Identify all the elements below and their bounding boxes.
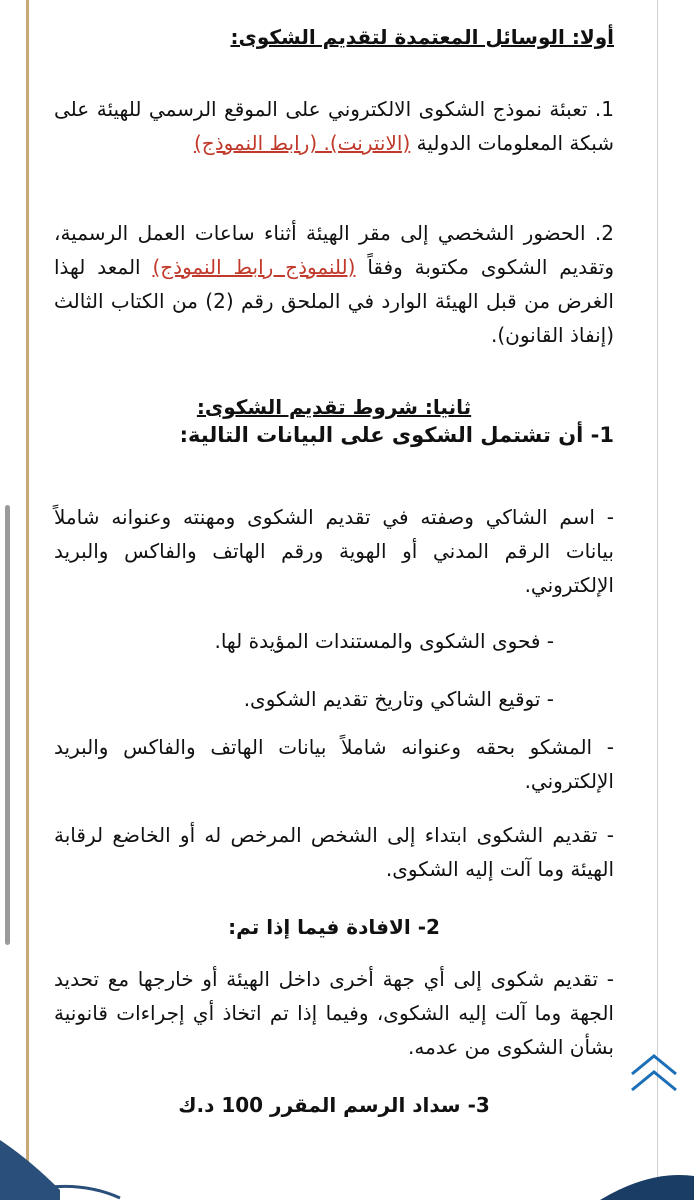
condition-1-item-4: - المشكو بحقه وعنوانه شاملاً بيانات الهاتف والفاكس والبريد الإلكتروني. [54,735,614,793]
condition-1-item-1: - اسم الشاكي وصفته في تقديم الشكوى ومهنته وعنوانه شاملاً بيانات الرقم المدني أو الهوية ورقم الهاتف والفاكس والبريد الإلكتروني. [54,505,614,597]
right-page-border [657,0,658,1200]
left-page-border [26,0,29,1200]
condition-1-item-2: - فحوى الشكوى والمستندات المؤيدة لها. [214,629,554,653]
footer-decoration [0,1120,694,1200]
method-1-number: 1. [594,97,614,121]
condition-3-title: 3- سداد الرسم المقرر 100 د.ك [178,1093,490,1117]
method-2-form-link[interactable]: (للنموذج رابط النموذج) [152,255,356,279]
condition-1-item-5: - تقديم الشكوى ابتداء إلى الشخص المرخص له أو الخاضع لرقابة الهيئة وما آلت إليه الشكوى. [54,823,614,881]
method-2-number: 2. [594,221,615,245]
document-body [34,0,614,1200]
method-2-text-after: المعد لهذا الغرض من قبل الهيئة الوارد في الملحق رقم (2) من الكتاب الثالث (إنفاذ القانون). [54,255,614,347]
heading-conditions: ثانيا: شروط تقديم الشكوى: [196,395,472,419]
double-chevron-up-icon[interactable] [624,1050,684,1100]
scrollbar[interactable] [5,505,10,945]
method-1 [54,92,614,160]
method-2 [54,216,614,352]
method-1-form-link[interactable]: (الانترنت). (رابط النموذج) [194,131,411,155]
condition-2-title: 2- الافادة فيما إذا تم: [228,915,440,939]
condition-2-item-1: - تقديم شكوى إلى أي جهة أخرى داخل الهيئة أو خارجها مع تحديد الجهة وما آلت إليه الشكوى، وفيما إذا تم اتخاذ أي إجراءات قانونية بشأن الشكوى من عدمه. [54,967,614,1059]
condition-1-title: 1- أن تشتمل الشكوى على البيانات التالية: [179,423,614,447]
condition-1-item-3: - توقيع الشاكي وتاريخ تقديم الشكوى. [243,687,554,711]
heading-methods: أولا: الوسائل المعتمدة لتقديم الشكوى: [230,25,614,49]
method-1-text: تعبئة نموذج الشكوى الالكتروني على الموقع الرسمي للهيئة على شبكة المعلومات الدولية [54,97,614,155]
method-2-text: الحضور الشخصي إلى مقر الهيئة أثناء ساعات العمل الرسمية، وتقديم الشكوى مكتوبة وفقاً [54,221,614,279]
